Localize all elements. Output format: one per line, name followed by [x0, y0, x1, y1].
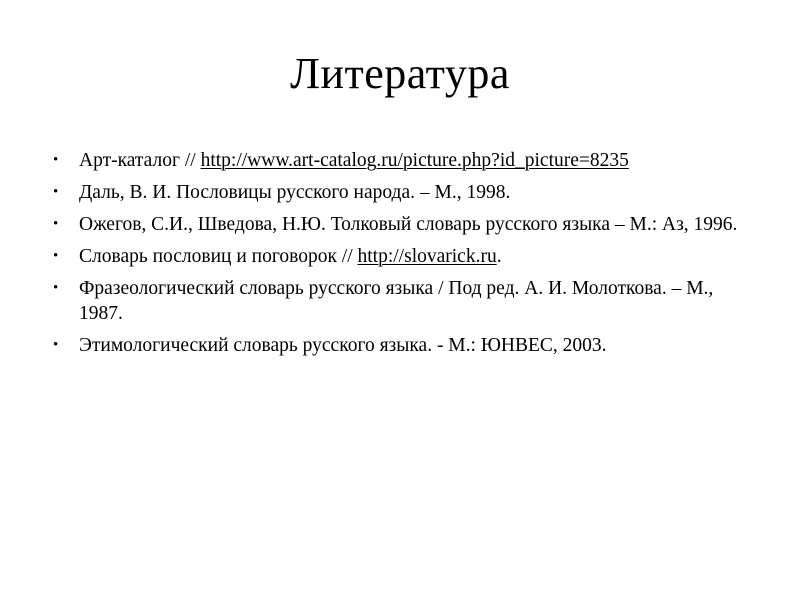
list-item	[50, 244, 750, 269]
bullet-icon: •	[53, 337, 59, 353]
bullet-icon: •	[53, 216, 59, 232]
list-item	[50, 148, 750, 173]
reference-suffix: .	[496, 246, 502, 267]
list-item	[50, 180, 750, 205]
reference-text: Фразеологический словарь русского языка / Под ред. А. И. Молоткова. – М., 1987.	[79, 278, 714, 324]
reference-text: Ожегов, С.И., Шведова, Н.Ю. Толковый словарь русского языка – М.: Аз, 1996.	[79, 214, 738, 235]
reference-text: Этимологический словарь русского языка. - М.: ЮНВЕС, 2003.	[79, 335, 607, 356]
slide-title: Литература	[290, 49, 510, 98]
bullet-icon: •	[53, 152, 59, 168]
reference-link[interactable]: http://slovarick.ru	[357, 246, 497, 267]
bullet-icon: •	[53, 280, 59, 296]
list-item	[50, 276, 750, 326]
reference-list	[50, 148, 750, 365]
bullet-icon: •	[53, 184, 59, 200]
list-item	[50, 333, 750, 358]
list-item	[50, 212, 750, 237]
reference-text: Даль, В. И. Пословицы русского народа. – М., 1998.	[79, 182, 511, 203]
reference-prefix: Арт-каталог //	[79, 150, 201, 171]
reference-link[interactable]: http://www.art-catalog.ru/picture.php?id_picture=8235	[200, 150, 629, 171]
bullet-icon: •	[53, 248, 59, 264]
reference-prefix: Словарь пословиц и поговорок //	[79, 246, 358, 267]
